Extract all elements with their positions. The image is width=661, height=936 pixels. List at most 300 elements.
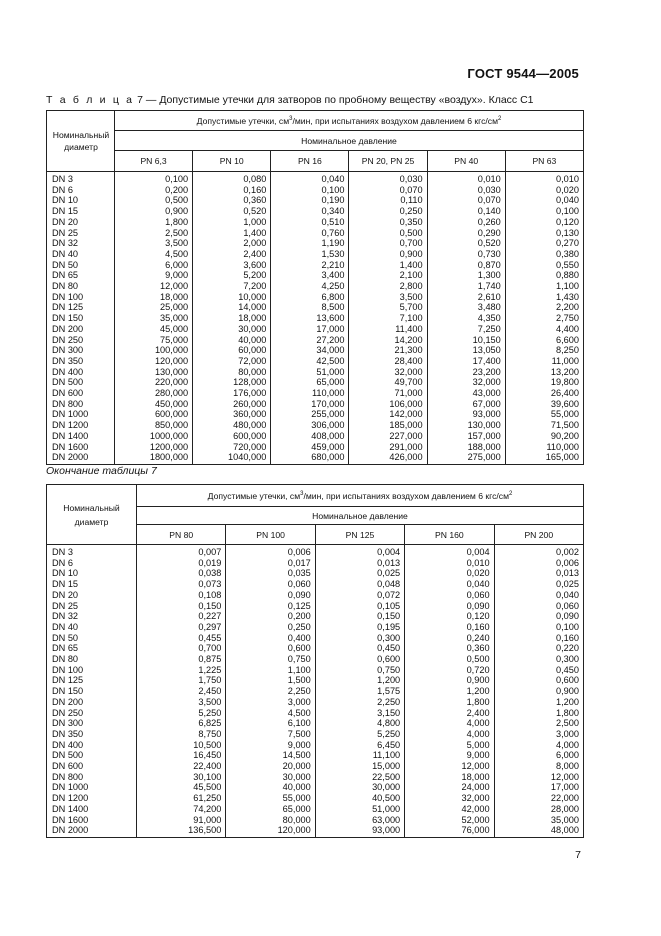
- leakage-value-cell: 3,400: [271, 270, 349, 281]
- leakage-value-cell: 0,060: [405, 590, 494, 601]
- nominal-diameter-cell: DN 80: [47, 281, 115, 292]
- table-row: [47, 558, 584, 569]
- pn-column-header: PN 125: [315, 525, 404, 545]
- table-row: [47, 654, 584, 665]
- nominal-diameter-cell: DN 65: [47, 643, 137, 654]
- table-row: [47, 420, 584, 431]
- table-row: [47, 815, 584, 826]
- nominal-diameter-cell: DN 32: [47, 611, 137, 622]
- leakage-value-cell: 45,000: [115, 324, 193, 335]
- leakage-header-pre: Допустимые утечки, см: [196, 115, 290, 126]
- table-row: [47, 249, 584, 260]
- leakage-value-cell: 0,100: [494, 622, 583, 633]
- leakage-value-cell: 52,000: [405, 815, 494, 826]
- leakage-value-cell: 75,000: [115, 335, 193, 346]
- nominal-diameter-cell: DN 250: [47, 708, 137, 719]
- leakage-value-cell: 1,300: [427, 270, 505, 281]
- leakage-value-cell: 9,000: [115, 270, 193, 281]
- leakage-value-cell: 0,500: [349, 228, 427, 239]
- table-row: [47, 772, 584, 783]
- leakage-value-cell: 0,300: [494, 654, 583, 665]
- leakage-value-cell: 6,000: [494, 750, 583, 761]
- table-row: [47, 611, 584, 622]
- table-row: [47, 665, 584, 676]
- leakage-value-cell: 32,000: [405, 793, 494, 804]
- leakage-value-cell: 0,110: [349, 195, 427, 206]
- leakage-value-cell: 0,520: [427, 238, 505, 249]
- leakage-value-cell: 0,030: [349, 172, 427, 185]
- nominal-diameter-cell: DN 1600: [47, 442, 115, 453]
- leakage-value-cell: 6,600: [505, 335, 583, 346]
- table-caption-text: 7 — Допустимые утечки для затворов по пробному веществу «воздух». Класс С1: [137, 94, 534, 106]
- leakage-value-cell: 1,800: [494, 708, 583, 719]
- nominal-diameter-cell: DN 125: [47, 675, 137, 686]
- leakage-value-cell: 255,000: [271, 409, 349, 420]
- leakage-value-cell: 0,040: [271, 172, 349, 185]
- leakage-value-cell: 1,400: [349, 260, 427, 271]
- leakage-value-cell: 6,800: [271, 292, 349, 303]
- nominal-diameter-cell: DN 100: [47, 292, 115, 303]
- nominal-diameter-cell: DN 2000: [47, 452, 115, 464]
- leakage-value-cell: 0,080: [193, 172, 271, 185]
- leakage-value-cell: 9,000: [405, 750, 494, 761]
- table-row: [47, 195, 584, 206]
- leakage-value-cell: 14,200: [349, 335, 427, 346]
- leakage-value-cell: 55,000: [505, 409, 583, 420]
- leakage-value-cell: 0,290: [427, 228, 505, 239]
- table-row: [47, 345, 584, 356]
- leakage-value-cell: 0,200: [226, 611, 315, 622]
- leakage-value-cell: 0,500: [405, 654, 494, 665]
- leakage-value-cell: 8,250: [505, 345, 583, 356]
- leakage-value-cell: 7,250: [427, 324, 505, 335]
- nominal-diameter-cell: DN 6: [47, 185, 115, 196]
- leakage-value-cell: 459,000: [271, 442, 349, 453]
- nominal-diameter-cell: DN 500: [47, 377, 115, 388]
- leakage-value-cell: 21,300: [349, 345, 427, 356]
- leakage-value-cell: 51,000: [271, 367, 349, 378]
- standard-code: ГОСТ 9544—2005: [467, 66, 579, 81]
- pn-column-header: PN 63: [505, 151, 583, 172]
- leakage-value-cell: 4,800: [315, 718, 404, 729]
- nominal-pressure-header: Номинальное давление: [115, 131, 584, 151]
- leakage-value-cell: 25,000: [115, 302, 193, 313]
- leakage-value-cell: 0,048: [315, 579, 404, 590]
- nominal-diameter-cell: DN 300: [47, 345, 115, 356]
- leakage-value-cell: 1,575: [315, 686, 404, 697]
- leakage-value-cell: 0,260: [427, 217, 505, 228]
- leakage-value-cell: 7,500: [226, 729, 315, 740]
- leakage-value-cell: 0,090: [494, 611, 583, 622]
- leakage-value-cell: 8,500: [271, 302, 349, 313]
- table-row: [47, 675, 584, 686]
- leakage-value-cell: 426,000: [349, 452, 427, 464]
- leakage-value-cell: 130,000: [115, 367, 193, 378]
- leakage-value-cell: 2,250: [226, 686, 315, 697]
- leakage-value-cell: 1,100: [505, 281, 583, 292]
- leakage-value-cell: 260,000: [193, 399, 271, 410]
- table-row: [47, 313, 584, 324]
- nominal-diameter-cell: DN 1400: [47, 431, 115, 442]
- leakage-value-cell: 0,130: [505, 228, 583, 239]
- nominal-diameter-label: Номинальный диаметр: [63, 502, 120, 527]
- leakage-value-cell: 0,020: [505, 185, 583, 196]
- leakage-value-cell: 13,050: [427, 345, 505, 356]
- table-row: [47, 367, 584, 378]
- leakage-value-cell: 65,000: [226, 804, 315, 815]
- leakage-value-cell: 3,600: [193, 260, 271, 271]
- leakage-value-cell: 0,750: [315, 665, 404, 676]
- leakage-value-cell: 51,000: [315, 804, 404, 815]
- leakage-value-cell: 2,800: [349, 281, 427, 292]
- leakage-data-body: [47, 172, 584, 465]
- leakage-value-cell: 0,720: [405, 665, 494, 676]
- nominal-diameter-cell: DN 1400: [47, 804, 137, 815]
- leakage-value-cell: 0,600: [494, 675, 583, 686]
- leakage-header: [115, 111, 584, 131]
- leakage-value-cell: 0,350: [349, 217, 427, 228]
- nominal-diameter-cell: DN 15: [47, 206, 115, 217]
- leakage-value-cell: 0,450: [315, 643, 404, 654]
- leakage-value-cell: 26,400: [505, 388, 583, 399]
- leakage-value-cell: 0,875: [137, 654, 226, 665]
- leakage-value-cell: 0,072: [315, 590, 404, 601]
- leakage-value-cell: 1800,000: [115, 452, 193, 464]
- leakage-value-cell: 0,090: [226, 590, 315, 601]
- leakage-header-sup1: 3: [300, 490, 304, 497]
- leakage-value-cell: 0,340: [271, 206, 349, 217]
- leakage-value-cell: 0,200: [115, 185, 193, 196]
- leakage-header-sup1: 3: [289, 115, 293, 122]
- nominal-diameter-cell: DN 40: [47, 249, 115, 260]
- nominal-diameter-cell: DN 300: [47, 718, 137, 729]
- leakage-value-cell: 0,030: [427, 185, 505, 196]
- leakage-value-cell: 4,250: [271, 281, 349, 292]
- table-row: [47, 761, 584, 772]
- nominal-diameter-cell: DN 2000: [47, 825, 137, 837]
- leakage-value-cell: 48,000: [494, 825, 583, 837]
- nominal-diameter-label: Номинальный диаметр: [52, 130, 110, 152]
- leakage-header-pre: Допустимые утечки, см: [207, 490, 301, 501]
- table-row: [47, 324, 584, 335]
- leakage-value-cell: 0,125: [226, 601, 315, 612]
- leakage-value-cell: 0,880: [505, 270, 583, 281]
- leakage-value-cell: 2,610: [427, 292, 505, 303]
- leakage-value-cell: 1,750: [137, 675, 226, 686]
- leakage-value-cell: 0,900: [405, 675, 494, 686]
- leakage-value-cell: 42,500: [271, 356, 349, 367]
- nominal-diameter-cell: DN 600: [47, 388, 115, 399]
- leakage-value-cell: 2,750: [505, 313, 583, 324]
- leakage-value-cell: 1200,000: [115, 442, 193, 453]
- leakage-table-part1: [46, 110, 584, 465]
- leakage-value-cell: 61,250: [137, 793, 226, 804]
- leakage-value-cell: 39,600: [505, 399, 583, 410]
- nominal-diameter-cell: DN 800: [47, 772, 137, 783]
- leakage-value-cell: 0,013: [494, 568, 583, 579]
- leakage-value-cell: 35,000: [115, 313, 193, 324]
- leakage-value-cell: 165,000: [505, 452, 583, 464]
- page-number: 7: [575, 849, 581, 861]
- nominal-diameter-header: [47, 111, 115, 172]
- leakage-value-cell: 0,070: [427, 195, 505, 206]
- leakage-value-cell: 0,250: [349, 206, 427, 217]
- leakage-value-cell: 0,013: [315, 558, 404, 569]
- leakage-value-cell: 0,004: [315, 545, 404, 558]
- leakage-value-cell: 35,000: [494, 815, 583, 826]
- leakage-value-cell: 110,000: [505, 442, 583, 453]
- leakage-value-cell: 0,520: [193, 206, 271, 217]
- leakage-value-cell: 0,040: [505, 195, 583, 206]
- leakage-value-cell: 2,000: [193, 238, 271, 249]
- leakage-value-cell: 10,150: [427, 335, 505, 346]
- leakage-value-cell: 5,250: [137, 708, 226, 719]
- leakage-value-cell: 0,160: [193, 185, 271, 196]
- leakage-value-cell: 4,500: [115, 249, 193, 260]
- leakage-value-cell: 40,000: [193, 335, 271, 346]
- leakage-value-cell: 0,550: [505, 260, 583, 271]
- nominal-diameter-cell: DN 40: [47, 622, 137, 633]
- leakage-value-cell: 32,000: [427, 377, 505, 388]
- leakage-value-cell: 0,270: [505, 238, 583, 249]
- leakage-value-cell: 0,500: [115, 195, 193, 206]
- leakage-value-cell: 157,000: [427, 431, 505, 442]
- leakage-value-cell: 0,140: [427, 206, 505, 217]
- leakage-value-cell: 13,600: [271, 313, 349, 324]
- pn-column-header: PN 80: [137, 525, 226, 545]
- leakage-value-cell: 0,010: [405, 558, 494, 569]
- nominal-diameter-cell: DN 80: [47, 654, 137, 665]
- nominal-pressure-header: Номинальное давление: [137, 507, 584, 525]
- leakage-value-cell: 0,105: [315, 601, 404, 612]
- table-row: [47, 185, 584, 196]
- leakage-value-cell: 93,000: [315, 825, 404, 837]
- leakage-value-cell: 100,000: [115, 345, 193, 356]
- leakage-value-cell: 8,000: [494, 761, 583, 772]
- leakage-value-cell: 17,000: [494, 782, 583, 793]
- leakage-value-cell: 0,073: [137, 579, 226, 590]
- leakage-value-cell: 0,240: [405, 633, 494, 644]
- leakage-value-cell: 1,500: [226, 675, 315, 686]
- nominal-diameter-cell: DN 50: [47, 633, 137, 644]
- leakage-value-cell: 4,000: [494, 740, 583, 751]
- leakage-value-cell: 0,195: [315, 622, 404, 633]
- table-row: [47, 568, 584, 579]
- leakage-value-cell: 4,400: [505, 324, 583, 335]
- leakage-value-cell: 0,038: [137, 568, 226, 579]
- leakage-value-cell: 0,150: [137, 601, 226, 612]
- leakage-value-cell: 27,200: [271, 335, 349, 346]
- leakage-value-cell: 40,500: [315, 793, 404, 804]
- leakage-value-cell: 9,000: [226, 740, 315, 751]
- table-row: [47, 172, 584, 185]
- leakage-value-cell: 5,000: [405, 740, 494, 751]
- nominal-diameter-cell: DN 400: [47, 367, 115, 378]
- nominal-diameter-cell: DN 150: [47, 686, 137, 697]
- leakage-value-cell: 11,000: [505, 356, 583, 367]
- table-row: [47, 590, 584, 601]
- leakage-value-cell: 30,000: [226, 772, 315, 783]
- leakage-value-cell: 1,800: [405, 697, 494, 708]
- leakage-value-cell: 0,450: [494, 665, 583, 676]
- leakage-value-cell: 170,000: [271, 399, 349, 410]
- nominal-diameter-cell: DN 25: [47, 228, 115, 239]
- table-row: [47, 643, 584, 654]
- leakage-value-cell: 2,250: [315, 697, 404, 708]
- table-row: [47, 750, 584, 761]
- table-row: [47, 228, 584, 239]
- leakage-value-cell: 32,000: [349, 367, 427, 378]
- leakage-value-cell: 10,500: [137, 740, 226, 751]
- table-row: [47, 729, 584, 740]
- leakage-value-cell: 72,000: [193, 356, 271, 367]
- pn-column-header: PN 10: [193, 151, 271, 172]
- leakage-value-cell: 0,060: [226, 579, 315, 590]
- nominal-diameter-cell: DN 125: [47, 302, 115, 313]
- leakage-value-cell: 0,070: [349, 185, 427, 196]
- table-row: [47, 238, 584, 249]
- leakage-value-cell: 600,000: [115, 409, 193, 420]
- leakage-value-cell: 5,700: [349, 302, 427, 313]
- leakage-value-cell: 0,035: [226, 568, 315, 579]
- leakage-value-cell: 2,200: [505, 302, 583, 313]
- table-row: [47, 804, 584, 815]
- leakage-value-cell: 1,740: [427, 281, 505, 292]
- leakage-value-cell: 22,500: [315, 772, 404, 783]
- leakage-value-cell: 0,700: [137, 643, 226, 654]
- table-row: [47, 217, 584, 228]
- leakage-value-cell: 2,100: [349, 270, 427, 281]
- leakage-value-cell: 80,000: [193, 367, 271, 378]
- leakage-value-cell: 91,000: [137, 815, 226, 826]
- leakage-value-cell: 0,870: [427, 260, 505, 271]
- pn-header-row: [47, 151, 584, 172]
- nominal-diameter-cell: DN 10: [47, 568, 137, 579]
- leakage-value-cell: 0,380: [505, 249, 583, 260]
- leakage-value-cell: 18,000: [405, 772, 494, 783]
- table-row: [47, 782, 584, 793]
- leakage-value-cell: 2,500: [494, 718, 583, 729]
- table-row: [47, 292, 584, 303]
- leakage-value-cell: 0,019: [137, 558, 226, 569]
- leakage-value-cell: 43,000: [427, 388, 505, 399]
- nominal-diameter-cell: DN 6: [47, 558, 137, 569]
- leakage-value-cell: 1,000: [193, 217, 271, 228]
- leakage-value-cell: 45,500: [137, 782, 226, 793]
- table-row: [47, 825, 584, 837]
- nominal-diameter-cell: DN 150: [47, 313, 115, 324]
- nominal-diameter-cell: DN 1000: [47, 782, 137, 793]
- leakage-value-cell: 0,010: [505, 172, 583, 185]
- leakage-value-cell: 450,000: [115, 399, 193, 410]
- leakage-value-cell: 0,455: [137, 633, 226, 644]
- leakage-value-cell: 5,250: [315, 729, 404, 740]
- leakage-value-cell: 0,190: [271, 195, 349, 206]
- leakage-value-cell: 16,450: [137, 750, 226, 761]
- leakage-value-cell: 65,000: [271, 377, 349, 388]
- leakage-value-cell: 1,200: [405, 686, 494, 697]
- leakage-value-cell: 176,000: [193, 388, 271, 399]
- nominal-diameter-cell: DN 350: [47, 356, 115, 367]
- leakage-value-cell: 4,000: [405, 729, 494, 740]
- table-row: [47, 206, 584, 217]
- leakage-value-cell: 600,000: [193, 431, 271, 442]
- pn-column-header: PN 100: [226, 525, 315, 545]
- leakage-value-cell: 0,150: [315, 611, 404, 622]
- leakage-value-cell: 0,750: [226, 654, 315, 665]
- leakage-value-cell: 63,000: [315, 815, 404, 826]
- leakage-value-cell: 6,100: [226, 718, 315, 729]
- leakage-value-cell: 188,000: [427, 442, 505, 453]
- leakage-value-cell: 680,000: [271, 452, 349, 464]
- leakage-value-cell: 0,040: [494, 590, 583, 601]
- pn-column-header: PN 6,3: [115, 151, 193, 172]
- leakage-value-cell: 2,450: [137, 686, 226, 697]
- leakage-value-cell: 49,700: [349, 377, 427, 388]
- leakage-value-cell: 8,750: [137, 729, 226, 740]
- leakage-value-cell: 5,200: [193, 270, 271, 281]
- table-caption: [46, 94, 606, 106]
- leakage-value-cell: 0,007: [137, 545, 226, 558]
- nominal-diameter-cell: DN 15: [47, 579, 137, 590]
- leakage-value-cell: 55,000: [226, 793, 315, 804]
- leakage-value-cell: 22,000: [494, 793, 583, 804]
- leakage-header-mid: /мин, при испытаниях воздухом давлением 6 кгс/см: [303, 490, 509, 501]
- leakage-value-cell: 106,000: [349, 399, 427, 410]
- table-row: [47, 686, 584, 697]
- table-row: [47, 708, 584, 719]
- leakage-value-cell: 2,500: [115, 228, 193, 239]
- leakage-value-cell: 1,200: [494, 697, 583, 708]
- leakage-value-cell: 0,100: [115, 172, 193, 185]
- nominal-diameter-cell: DN 1200: [47, 793, 137, 804]
- table-row: [47, 335, 584, 346]
- table-row: [47, 409, 584, 420]
- leakage-value-cell: 720,000: [193, 442, 271, 453]
- leakage-value-cell: 0,900: [494, 686, 583, 697]
- table-row: [47, 633, 584, 644]
- pn-column-header: PN 40: [427, 151, 505, 172]
- leakage-value-cell: 110,000: [271, 388, 349, 399]
- table-row: [47, 545, 584, 558]
- nominal-diameter-cell: DN 250: [47, 335, 115, 346]
- leakage-value-cell: 13,200: [505, 367, 583, 378]
- table-row: [47, 377, 584, 388]
- leakage-value-cell: 19,800: [505, 377, 583, 388]
- leakage-value-cell: 71,500: [505, 420, 583, 431]
- table-row: [47, 601, 584, 612]
- nominal-diameter-cell: DN 500: [47, 750, 137, 761]
- table-row: [47, 388, 584, 399]
- leakage-value-cell: 0,300: [315, 633, 404, 644]
- leakage-value-cell: 0,017: [226, 558, 315, 569]
- leakage-value-cell: 40,000: [226, 782, 315, 793]
- table-caption-label: Т а б л и ц а: [46, 94, 135, 106]
- leakage-value-cell: 18,000: [115, 292, 193, 303]
- leakage-value-cell: 20,000: [226, 761, 315, 772]
- leakage-value-cell: 3,500: [349, 292, 427, 303]
- table-row: [47, 399, 584, 410]
- leakage-header-mid: /мин, при испытаниях воздухом давлением 6 кгс/см: [292, 115, 498, 126]
- leakage-value-cell: 0,600: [226, 643, 315, 654]
- nominal-diameter-cell: DN 65: [47, 270, 115, 281]
- leakage-value-cell: 67,000: [427, 399, 505, 410]
- leakage-value-cell: 4,000: [405, 718, 494, 729]
- nominal-diameter-cell: DN 20: [47, 590, 137, 601]
- leakage-value-cell: 3,480: [427, 302, 505, 313]
- nominal-diameter-cell: DN 3: [47, 172, 115, 185]
- leakage-value-cell: 0,600: [315, 654, 404, 665]
